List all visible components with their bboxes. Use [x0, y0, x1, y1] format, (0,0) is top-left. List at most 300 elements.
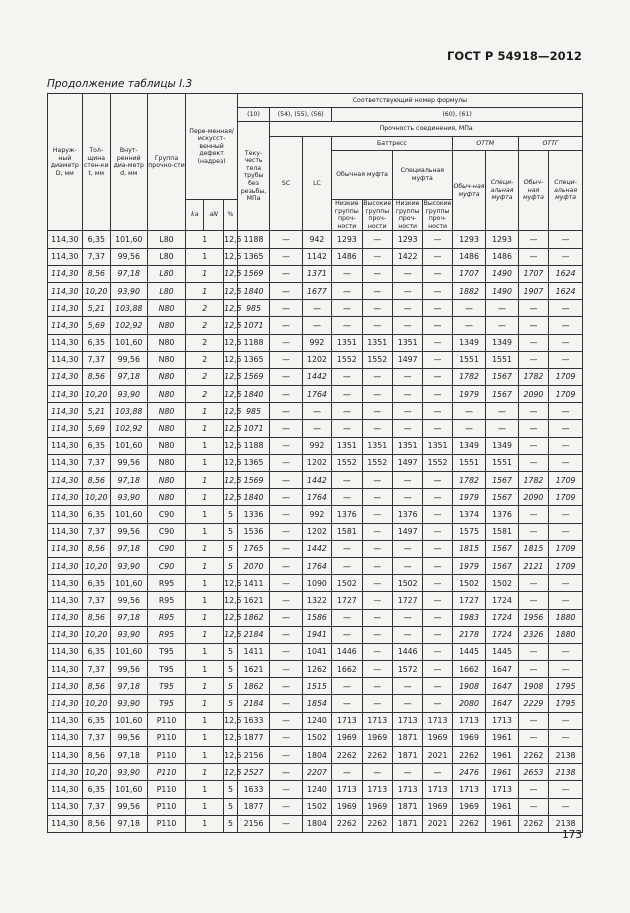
table-row: [48, 403, 583, 420]
table-cell: 1877: [237, 729, 270, 746]
table-cell: 2262: [452, 815, 486, 832]
table-cell: 1536: [237, 523, 270, 540]
table-cell: —: [549, 420, 583, 437]
table-cell: C90: [147, 557, 186, 574]
bt-spec-high: Высокие группы проч-ности: [423, 200, 452, 230]
table-cell: 114,30: [48, 300, 83, 317]
table-cell: —: [392, 265, 422, 282]
table-row: [48, 265, 583, 282]
table-cell: 5: [224, 523, 238, 540]
table-cell: 10,20: [82, 695, 110, 712]
table-cell: —: [270, 747, 303, 764]
formula-title: Соответствующий номер формулы: [237, 94, 582, 108]
table-cell: —: [362, 592, 392, 609]
table-cell: 12,5: [224, 729, 238, 746]
table-cell: 1502: [486, 575, 519, 592]
table-cell: —: [549, 300, 583, 317]
ottg-standard: Обыч-ная муфта: [518, 151, 548, 231]
table-cell: 1: [186, 231, 224, 248]
table-cell: —: [423, 351, 452, 368]
table-cell: —: [392, 386, 422, 403]
table-cell: —: [270, 540, 303, 557]
table-cell: —: [270, 454, 303, 471]
table-cell: 1551: [486, 351, 519, 368]
table-cell: 1713: [362, 781, 392, 798]
table-cell: 114,30: [48, 437, 83, 454]
table-cell: 1567: [486, 557, 519, 574]
table-cell: —: [549, 643, 583, 660]
table-cell: 1: [186, 265, 224, 282]
table-cell: 1442: [302, 368, 331, 385]
table-cell: —: [518, 454, 548, 471]
table-cell: 1567: [486, 472, 519, 489]
table-cell: —: [270, 506, 303, 523]
table-cell: 12,5: [224, 472, 238, 489]
table-cell: 114,30: [48, 351, 83, 368]
table-cell: 1446: [392, 643, 422, 660]
table-cell: 1713: [423, 712, 452, 729]
table-cell: —: [549, 506, 583, 523]
col-defect: Пере-менная/ искусст-венный дефект (надрез): [186, 94, 237, 200]
table-cell: 2021: [423, 815, 452, 832]
table-cell: 102,92: [110, 420, 147, 437]
strength-table: [47, 93, 583, 833]
table-cell: 1941: [302, 626, 331, 643]
table-cell: —: [549, 437, 583, 454]
table-cell: 5: [224, 695, 238, 712]
table-cell: 12,5: [224, 334, 238, 351]
table-cell: 2262: [518, 815, 548, 832]
table-cell: 1782: [452, 368, 486, 385]
table-cell: 2: [186, 351, 224, 368]
table-cell: —: [423, 695, 452, 712]
table-cell: —: [423, 368, 452, 385]
table-cell: 942: [302, 231, 331, 248]
table-cell: 1: [186, 403, 224, 420]
table-cell: 5: [224, 643, 238, 660]
table-cell: —: [270, 523, 303, 540]
table-cell: 114,30: [48, 472, 83, 489]
table-cell: —: [270, 368, 303, 385]
table-cell: 1765: [237, 540, 270, 557]
table-cell: 12,5: [224, 282, 238, 299]
table-cell: 1: [186, 282, 224, 299]
table-cell: —: [392, 420, 422, 437]
table-cell: 93,90: [110, 626, 147, 643]
table-cell: 1262: [302, 661, 331, 678]
table-cell: 1502: [302, 798, 331, 815]
table-cell: —: [518, 437, 548, 454]
table-cell: 114,30: [48, 506, 83, 523]
table-cell: 1662: [452, 661, 486, 678]
table-cell: —: [518, 798, 548, 815]
table-cell: 2080: [452, 695, 486, 712]
table-cell: —: [362, 420, 392, 437]
table-cell: —: [362, 506, 392, 523]
table-cell: N80: [147, 472, 186, 489]
table-cell: 1621: [237, 661, 270, 678]
table-cell: —: [332, 368, 362, 385]
table-cell: —: [270, 815, 303, 832]
table-row: [48, 764, 583, 781]
standard-code: ГОСТ Р 54918—2012: [446, 49, 582, 63]
table-cell: 1581: [332, 523, 362, 540]
ottg-title: ОТТГ: [518, 137, 582, 151]
table-cell: 2021: [423, 747, 452, 764]
table-cell: 1: [186, 454, 224, 471]
table-cell: —: [392, 540, 422, 557]
table-cell: 114,30: [48, 695, 83, 712]
table-cell: —: [518, 317, 548, 334]
table-cell: 1376: [332, 506, 362, 523]
table-cell: 1: [186, 248, 224, 265]
table-cell: 2090: [518, 386, 548, 403]
table-cell: N80: [147, 368, 186, 385]
table-cell: 1709: [549, 540, 583, 557]
table-cell: —: [423, 609, 452, 626]
table-cell: 1569: [237, 368, 270, 385]
table-cell: 1795: [549, 695, 583, 712]
table-cell: 10,20: [82, 764, 110, 781]
table-row: [48, 626, 583, 643]
table-cell: N80: [147, 454, 186, 471]
table-cell: —: [392, 368, 422, 385]
table-cell: —: [423, 592, 452, 609]
table-row: [48, 454, 583, 471]
table-cell: 114,30: [48, 626, 83, 643]
table-cell: 1293: [332, 231, 362, 248]
table-cell: 1497: [392, 454, 422, 471]
table-cell: 1: [186, 557, 224, 574]
table-cell: 1862: [237, 609, 270, 626]
table-cell: 99,56: [110, 248, 147, 265]
table-cell: —: [486, 300, 519, 317]
table-cell: —: [549, 454, 583, 471]
table-cell: —: [362, 626, 392, 643]
table-cell: 1490: [486, 265, 519, 282]
table-cell: 12,5: [224, 351, 238, 368]
ottm-special: Специ-альная муфта: [486, 151, 519, 231]
table-cell: 1707: [452, 265, 486, 282]
table-cell: 1662: [332, 661, 362, 678]
table-cell: 1854: [302, 695, 331, 712]
table-cell: 1633: [237, 781, 270, 798]
table-cell: —: [518, 575, 548, 592]
table-cell: 1969: [452, 729, 486, 746]
table-cell: 5: [224, 661, 238, 678]
table-cell: 1351: [332, 437, 362, 454]
table-cell: 5: [224, 557, 238, 574]
ottg-special: Специ-альная муфта: [549, 151, 583, 231]
table-cell: —: [518, 506, 548, 523]
table-cell: 1240: [302, 781, 331, 798]
table-cell: N80: [147, 403, 186, 420]
table-cell: —: [423, 643, 452, 660]
table-cell: 1351: [392, 334, 422, 351]
table-cell: —: [362, 523, 392, 540]
table-cell: 1551: [486, 454, 519, 471]
col-thickness: Тол-щина стен-ки t, мм: [82, 94, 110, 231]
table-cell: 99,56: [110, 592, 147, 609]
table-cell: 1979: [452, 386, 486, 403]
table-cell: 7,37: [82, 523, 110, 540]
table-cell: 1713: [452, 781, 486, 798]
table-row: [48, 678, 583, 695]
table-cell: —: [270, 781, 303, 798]
table-cell: —: [518, 420, 548, 437]
col-lc: LC: [302, 137, 331, 231]
table-cell: 1: [186, 472, 224, 489]
table-row: [48, 368, 583, 385]
ottm-title: ОТТМ: [452, 137, 518, 151]
table-cell: 97,18: [110, 678, 147, 695]
table-cell: 103,88: [110, 300, 147, 317]
table-row: [48, 231, 583, 248]
table-cell: —: [270, 386, 303, 403]
table-cell: —: [423, 265, 452, 282]
table-cell: 985: [237, 300, 270, 317]
table-cell: 114,30: [48, 523, 83, 540]
table-row: [48, 300, 583, 317]
table-cell: 1575: [452, 523, 486, 540]
table-cell: 992: [302, 506, 331, 523]
table-cell: —: [362, 300, 392, 317]
table-cell: 1422: [392, 248, 422, 265]
table-cell: 1724: [486, 626, 519, 643]
table-row: [48, 695, 583, 712]
table-cell: —: [332, 764, 362, 781]
table-cell: 12,5: [224, 420, 238, 437]
table-cell: 1979: [452, 489, 486, 506]
table-cell: 5: [224, 678, 238, 695]
table-cell: —: [423, 506, 452, 523]
table-cell: 1764: [302, 386, 331, 403]
table-cell: 99,56: [110, 454, 147, 471]
table-cell: —: [392, 695, 422, 712]
table-row: [48, 729, 583, 746]
table-cell: —: [362, 764, 392, 781]
table-cell: 1336: [237, 506, 270, 523]
table-cell: 2090: [518, 489, 548, 506]
table-cell: R95: [147, 575, 186, 592]
table-row: [48, 798, 583, 815]
table-cell: —: [549, 351, 583, 368]
table-cell: —: [270, 420, 303, 437]
table-cell: —: [362, 575, 392, 592]
table-cell: 6,35: [82, 575, 110, 592]
table-cell: 99,56: [110, 729, 147, 746]
table-cell: 5,21: [82, 300, 110, 317]
table-cell: —: [332, 386, 362, 403]
table-cell: 1349: [486, 437, 519, 454]
table-cell: 101,60: [110, 437, 147, 454]
table-cell: 1090: [302, 575, 331, 592]
table-cell: 1713: [332, 781, 362, 798]
table-row: [48, 386, 583, 403]
table-cell: 1374: [452, 506, 486, 523]
table-cell: 1961: [486, 798, 519, 815]
table-cell: 1445: [452, 643, 486, 660]
table-cell: 1202: [302, 351, 331, 368]
table-cell: 7,37: [82, 454, 110, 471]
table-cell: 1376: [486, 506, 519, 523]
table-cell: —: [423, 472, 452, 489]
table-cell: —: [362, 265, 392, 282]
table-cell: 1979: [452, 557, 486, 574]
table-header: [48, 94, 583, 231]
table-row: [48, 592, 583, 609]
table-cell: 101,60: [110, 575, 147, 592]
table-cell: 97,18: [110, 472, 147, 489]
table-cell: 1: [186, 506, 224, 523]
table-cell: 5: [224, 815, 238, 832]
table-cell: 1293: [486, 231, 519, 248]
table-cell: 1624: [549, 265, 583, 282]
table-cell: —: [518, 248, 548, 265]
table-cell: 1969: [362, 729, 392, 746]
col-group: Группа прочно-сти: [147, 94, 186, 231]
table-cell: 1624: [549, 282, 583, 299]
table-cell: —: [392, 609, 422, 626]
table-cell: 1713: [486, 712, 519, 729]
table-cell: —: [452, 403, 486, 420]
table-cell: 1647: [486, 695, 519, 712]
table-cell: —: [518, 592, 548, 609]
table-cell: 1956: [518, 609, 548, 626]
table-cell: 5,21: [82, 403, 110, 420]
table-row: [48, 661, 583, 678]
table-cell: 7,37: [82, 351, 110, 368]
table-cell: —: [332, 265, 362, 282]
table-cell: 1188: [237, 231, 270, 248]
table-cell: 10,20: [82, 557, 110, 574]
table-cell: P110: [147, 815, 186, 832]
table-cell: P110: [147, 781, 186, 798]
table-cell: 93,90: [110, 282, 147, 299]
table-cell: 12,5: [224, 712, 238, 729]
table-cell: —: [518, 523, 548, 540]
table-cell: —: [549, 729, 583, 746]
table-cell: —: [270, 661, 303, 678]
table-cell: 1: [186, 661, 224, 678]
table-cell: —: [452, 300, 486, 317]
table-cell: 1804: [302, 747, 331, 764]
table-cell: —: [362, 557, 392, 574]
table-cell: —: [518, 231, 548, 248]
table-cell: —: [423, 403, 452, 420]
table-cell: 1071: [237, 420, 270, 437]
table-cell: 12,5: [224, 454, 238, 471]
table-cell: —: [332, 420, 362, 437]
bt-std-low: Низкие группы проч-ности: [332, 200, 362, 231]
table-cell: 1707: [518, 265, 548, 282]
table-cell: —: [332, 317, 362, 334]
table-cell: P110: [147, 747, 186, 764]
table-cell: 6,35: [82, 506, 110, 523]
table-cell: 8,56: [82, 368, 110, 385]
table-row: [48, 540, 583, 557]
table-cell: —: [423, 661, 452, 678]
table-cell: —: [302, 420, 331, 437]
table-cell: 114,30: [48, 798, 83, 815]
table-cell: —: [270, 557, 303, 574]
table-cell: —: [362, 472, 392, 489]
table-cell: 114,30: [48, 729, 83, 746]
table-cell: —: [392, 403, 422, 420]
table-cell: —: [362, 282, 392, 299]
table-cell: 2121: [518, 557, 548, 574]
table-cell: —: [302, 403, 331, 420]
table-row: [48, 781, 583, 798]
table-cell: 1240: [302, 712, 331, 729]
table-cell: 114,30: [48, 231, 83, 248]
table-cell: 101,60: [110, 334, 147, 351]
table-cell: C90: [147, 506, 186, 523]
table-cell: 992: [302, 334, 331, 351]
table-cell: 2138: [549, 764, 583, 781]
table-cell: 1709: [549, 472, 583, 489]
table-cell: 93,90: [110, 764, 147, 781]
table-cell: 1961: [486, 729, 519, 746]
table-cell: 114,30: [48, 489, 83, 506]
col-sc: SC: [270, 137, 303, 231]
table-cell: 1961: [486, 815, 519, 832]
table-cell: 93,90: [110, 557, 147, 574]
table-cell: 1349: [452, 334, 486, 351]
table-cell: 1: [186, 626, 224, 643]
table-cell: 97,18: [110, 265, 147, 282]
table-cell: 1371: [302, 265, 331, 282]
table-cell: 114,30: [48, 248, 83, 265]
table-cell: —: [423, 317, 452, 334]
table-cell: N80: [147, 300, 186, 317]
table-cell: 114,30: [48, 403, 83, 420]
table-cell: 2476: [452, 764, 486, 781]
table-cell: 1569: [237, 472, 270, 489]
strength-title: Прочность соединения, МПа: [270, 122, 583, 137]
table-row: [48, 248, 583, 265]
table-cell: 1351: [423, 437, 452, 454]
table-cell: P110: [147, 764, 186, 781]
table-cell: 1581: [486, 523, 519, 540]
table-cell: —: [270, 472, 303, 489]
table-cell: 2262: [332, 747, 362, 764]
table-cell: —: [332, 695, 362, 712]
table-cell: 1376: [392, 506, 422, 523]
table-cell: 2262: [362, 815, 392, 832]
table-cell: 114,30: [48, 557, 83, 574]
table-cell: 1983: [452, 609, 486, 626]
table-cell: C90: [147, 540, 186, 557]
table-cell: 1709: [549, 386, 583, 403]
table-cell: 12,5: [224, 368, 238, 385]
table-cell: 1764: [302, 489, 331, 506]
table-cell: 1515: [302, 678, 331, 695]
table-cell: —: [270, 592, 303, 609]
table-cell: 1: [186, 712, 224, 729]
table-row: [48, 282, 583, 299]
table-cell: 1815: [452, 540, 486, 557]
table-cell: —: [518, 661, 548, 678]
table-cell: 2527: [237, 764, 270, 781]
table-cell: 992: [302, 437, 331, 454]
table-cell: —: [270, 248, 303, 265]
table-cell: —: [486, 317, 519, 334]
table-cell: 1908: [452, 678, 486, 695]
table-cell: P110: [147, 712, 186, 729]
table-cell: 12,5: [224, 747, 238, 764]
table-cell: 1411: [237, 575, 270, 592]
